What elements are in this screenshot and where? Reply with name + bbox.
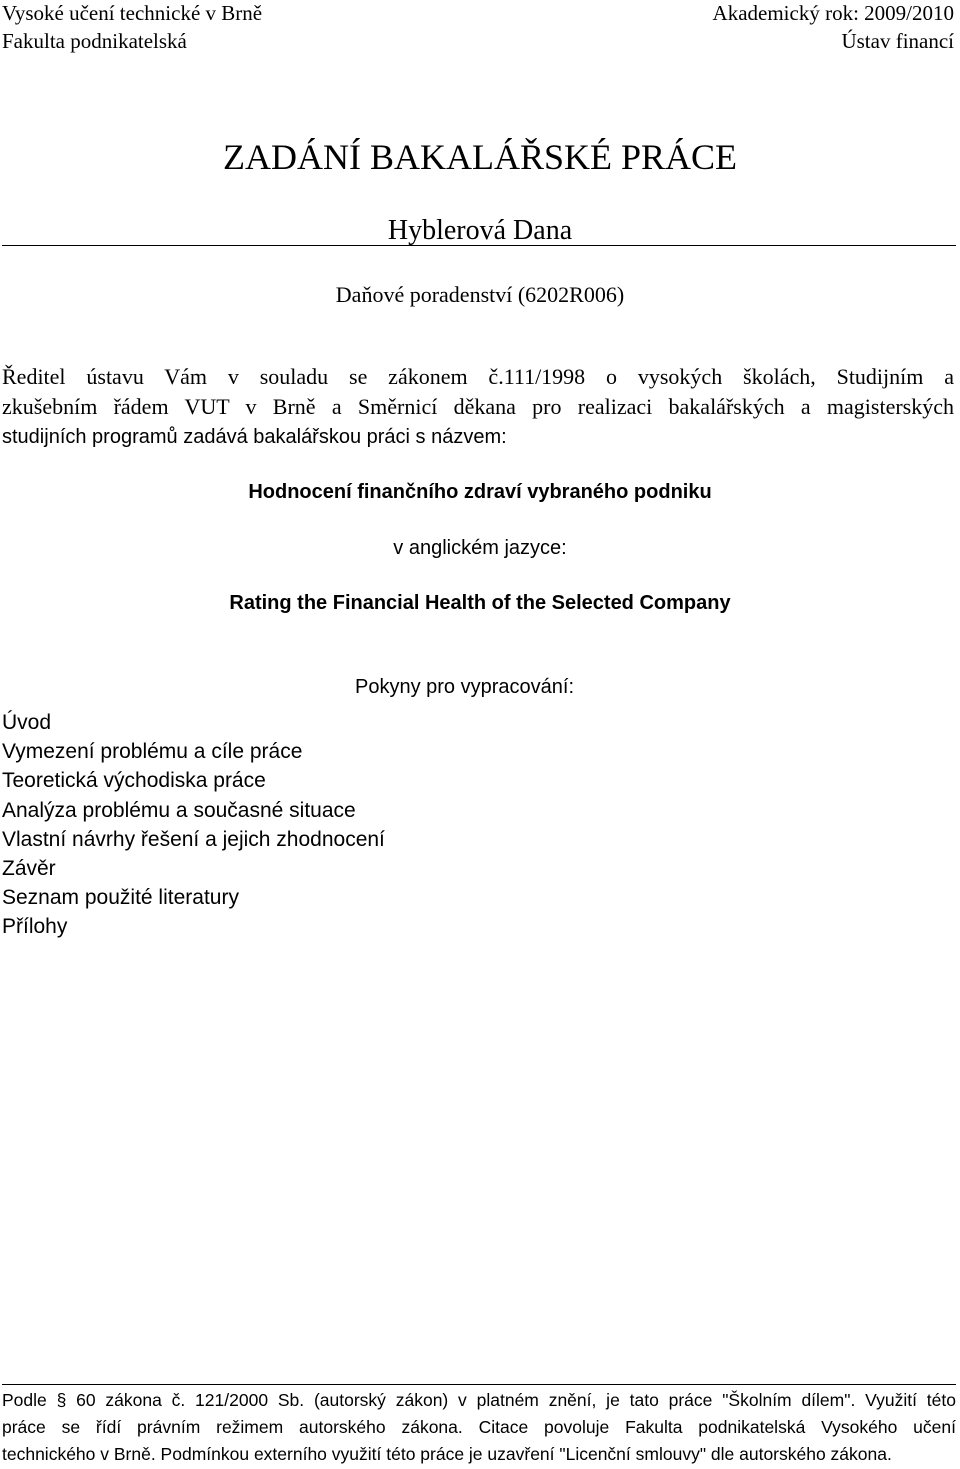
faculty-name: Fakulta podnikatelská: [2, 29, 187, 53]
footer-line: Podle § 60 zákona č. 121/2000 Sb. (autorský zákon) v platném znění, je tato práce "Školním dílem". Využití této: [2, 1390, 956, 1410]
footer-line: technického v Brně. Podmínkou externího využití této práce je uzavření "Licenční smlouvy" dle autorského zákona.: [2, 1444, 892, 1464]
outline-item: Přílohy: [2, 915, 68, 939]
thesis-title-english: Rating the Financial Health of the Selected Company: [229, 592, 731, 614]
footer-line: práce se řídí právním režimem autorského zákona. Citace povoluje Fakulta podnikatelská Vysokého učení: [2, 1417, 956, 1437]
institute-name: Ústav financí: [841, 29, 954, 53]
footer-divider: [2, 1384, 956, 1385]
author-divider: [2, 245, 956, 246]
english-title-label: v anglickém jazyce:: [393, 537, 567, 559]
outline-item: Seznam použité literatury: [2, 886, 239, 910]
intro-line: zkušebním řádem VUT v Brně a Směrnicí děkana pro realizaci bakalářských a magisterských: [2, 394, 954, 419]
outline-item: Vymezení problému a cíle práce: [2, 740, 303, 764]
university-name: Vysoké učení technické v Brně: [2, 1, 263, 25]
copyright-notice: [2, 1387, 956, 1468]
instructions-outline: [2, 708, 385, 942]
study-program: Daňové poradenství (6202R006): [335, 282, 625, 307]
outline-item: Závěr: [2, 857, 56, 881]
intro-line: Ředitel ústavu Vám v souladu se zákonem č.111/1998 o vysokých školách, Studijním a: [2, 364, 954, 389]
assignment-intro: [2, 362, 954, 452]
outline-item: Teoretická východiska práce: [2, 769, 266, 793]
document-title: ZADÁNÍ BAKALÁŘSKÉ PRÁCE: [222, 137, 738, 177]
outline-item: Vlastní návrhy řešení a jejich zhodnocení: [2, 827, 385, 851]
author-name: Hyblerová Dana: [387, 215, 573, 246]
outline-item: Analýza problému a současné situace: [2, 798, 356, 822]
outline-item: Úvod: [2, 711, 52, 734]
academic-year: Akademický rok: 2009/2010: [712, 1, 954, 25]
instructions-heading: Pokyny pro vypracování:: [355, 676, 574, 698]
thesis-title-czech: Hodnocení finančního zdraví vybraného podniku: [248, 481, 712, 503]
intro-line: studijních programů zadává bakalářskou práci s názvem:: [2, 426, 507, 448]
